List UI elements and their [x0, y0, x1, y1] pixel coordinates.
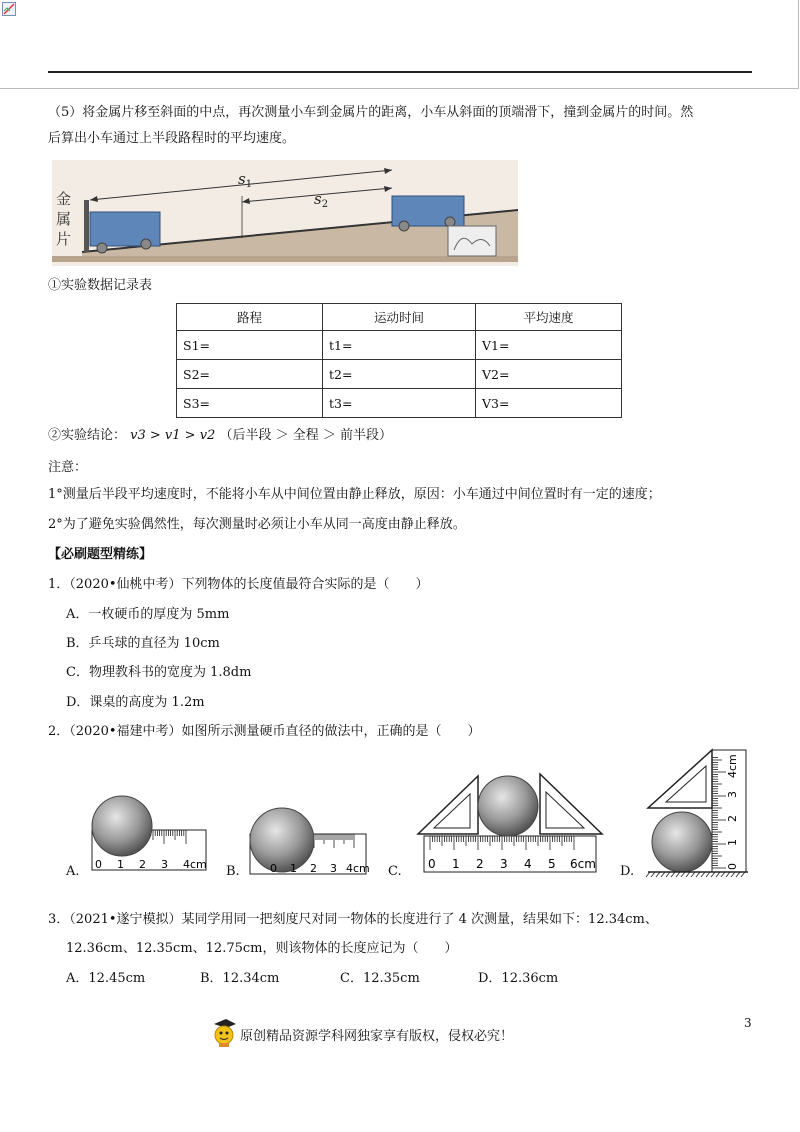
ruler-a-label: 1: [117, 858, 124, 871]
section-title: 【必刷题型精练】: [48, 547, 153, 562]
ruler-d-label: 3: [726, 791, 739, 798]
triangle-left: [418, 776, 478, 834]
q3-line1: 3．（2021•遂宁模拟）某同学用同一把刻度尺对同一物体的长度进行了 4 次测量，结果如下：12.34cm、: [48, 912, 658, 927]
step5-line2: 后算出小车通过上半段路程时的平均速度。: [48, 131, 296, 146]
ruler-c-label: 5: [548, 857, 556, 871]
table-header-cell: 运动时间: [323, 304, 476, 331]
table-caption: ①实验数据记录表: [48, 278, 153, 293]
ruler-d-label: 1: [726, 839, 739, 846]
triangle-right: [540, 774, 602, 834]
ruler-d-label: 4cm: [726, 754, 739, 778]
q3-option-a: A．12.45cm: [66, 971, 146, 986]
ruler-a-label: 3: [161, 858, 168, 871]
conclusion-suffix: （后半段 ＞ 全程 ＞ 前半段）: [219, 428, 392, 443]
s2-label: $s_2$: [314, 190, 329, 210]
step5-line1: （5）将金属片移至斜面的中点，再次测量小车到金属片的距离，小车从斜面的顶端滑下，撞到金属片的时间。然: [48, 105, 694, 120]
coin-figure-c: [410, 770, 608, 874]
q2-stem: 2．（2020•福建中考）如图所示测量硬币直径的做法中，正确的是（ ）: [48, 724, 481, 739]
ruler-d-label: 0: [726, 863, 739, 870]
fig-label-a: A.: [66, 864, 80, 879]
header-frame: [0, 0, 799, 89]
q1-option-d: D．课桌的高度为 1.2m: [66, 695, 205, 710]
page-number: 3: [744, 1016, 752, 1030]
table-row: [177, 389, 622, 418]
q3-line2: 12.36cm、12.35cm、12.75cm，则该物体的长度应记为（ ）: [66, 941, 458, 956]
table-cell: t3=: [323, 389, 476, 418]
table-header-cell: 平均速度: [476, 304, 622, 331]
table-cell: S2=: [177, 360, 323, 389]
ruler-a-label: 0: [95, 858, 102, 871]
coin-d: [652, 812, 712, 872]
conclusion-line: [48, 424, 392, 443]
ruler-d-label: 2: [726, 815, 739, 822]
data-table: [176, 303, 622, 418]
ruler-a-label: 4cm: [183, 858, 207, 871]
ruler-c-label: 4: [524, 857, 532, 871]
ruler-b-label: 3: [330, 862, 337, 875]
coin-figure-d: [644, 748, 754, 878]
fig-label-b: B.: [226, 864, 240, 879]
triangle-d: [648, 750, 712, 808]
coin-c: [478, 776, 538, 836]
table-cell: t1=: [323, 331, 476, 360]
coin-figure-b: [246, 800, 370, 876]
coin-b: [250, 808, 314, 872]
metal-label-1: 金: [56, 190, 72, 208]
ruler-a-label: 2: [139, 858, 146, 871]
table-cell: t2=: [323, 360, 476, 389]
table-cell: V1=: [476, 331, 622, 360]
ruler-b-label: 4cm: [346, 862, 370, 875]
fig-label-c: C.: [388, 864, 402, 879]
note-1: 1°测量后半段平均速度时，不能将小车从中间位置由静止释放，原因：小车通过中间位置时有一定的速度；: [48, 487, 661, 502]
table-row: [177, 331, 622, 360]
note-2: 2°为了避免实验偶然性，每次测量时必须让小车从同一高度由静止释放。: [48, 517, 466, 532]
s1-label: $s_1$: [238, 170, 253, 190]
ruler-c-label: 0: [428, 857, 436, 871]
notes-title: 注意：: [48, 460, 88, 475]
q3-option-c: C．12.35cm: [340, 971, 420, 986]
q3-option-d: D．12.36cm: [478, 971, 559, 986]
fig-label-d: D.: [620, 864, 635, 879]
ruler-c-label: 6cm: [570, 857, 596, 871]
q1-option-c: C．物理教科书的宽度为 1.8dm: [66, 665, 252, 680]
table-cell: S3=: [177, 389, 323, 418]
conclusion-formula: v3 > v1 > v2: [130, 428, 216, 443]
ruler-c-label: 2: [476, 857, 484, 871]
coin-figure-a: [88, 790, 210, 874]
incline-figure: [52, 160, 518, 266]
step5-text: [48, 100, 758, 152]
metal-label-2: 属: [56, 210, 72, 228]
mascot-logo: [210, 1018, 238, 1048]
table-cell: S1=: [177, 331, 323, 360]
table-row: [177, 360, 622, 389]
metal-label-3: 片: [56, 230, 72, 248]
metal-plate: [84, 200, 89, 252]
q1-option-a: A．一枚硬币的厚度为 5mm: [66, 607, 230, 622]
broken-image-icon: [2, 2, 16, 16]
q3-option-b: B．12.34cm: [200, 971, 280, 986]
table-header-row: [177, 304, 622, 331]
coin-a: [92, 796, 152, 856]
header-rule: [48, 71, 752, 73]
ruler-b-label: 0: [270, 862, 277, 875]
ruler-b-label: 1: [290, 862, 297, 875]
table-cell: V3=: [476, 389, 622, 418]
ruler-c-label: 1: [452, 857, 460, 871]
conclusion-prefix: ②实验结论：: [48, 428, 127, 443]
table-cell: V2=: [476, 360, 622, 389]
footer-copyright: 原创精品资源学科网独家享有版权，侵权必究！: [240, 1029, 514, 1044]
q1-stem: 1．（2020•仙桃中考）下列物体的长度值最符合实际的是（ ）: [48, 577, 429, 592]
q1-option-b: B．乒乓球的直径为 10cm: [66, 636, 220, 651]
ruler-b-label: 2: [310, 862, 317, 875]
table-header-cell: 路程: [177, 304, 323, 331]
ruler-c-label: 3: [500, 857, 508, 871]
